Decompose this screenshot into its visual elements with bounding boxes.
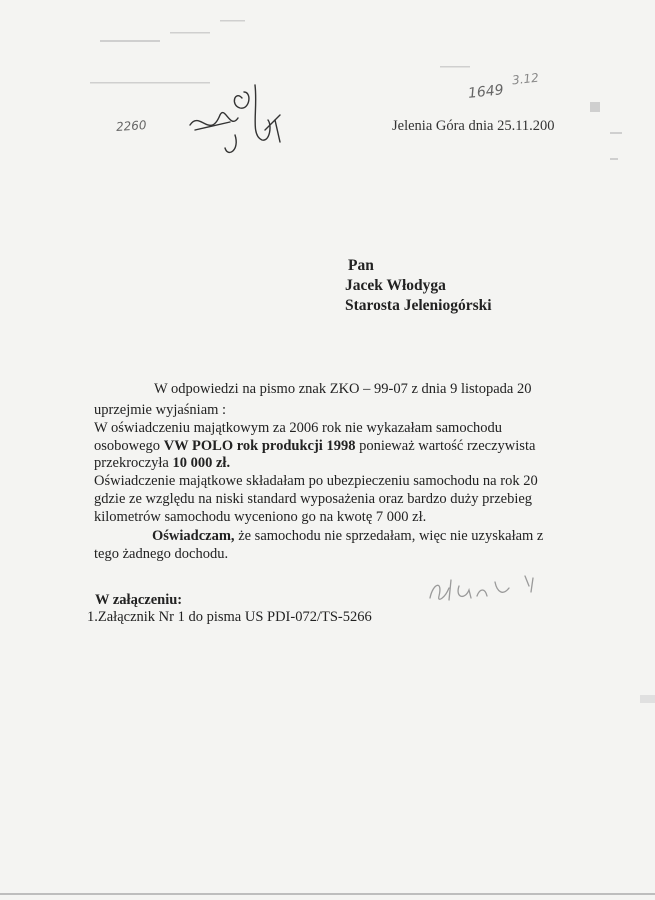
body-line-explanation-intro: uprzejmie wyjaśniam : xyxy=(94,402,227,418)
attachments-heading: W załączeniu: xyxy=(95,592,183,608)
value-amount: 10 000 zł. xyxy=(172,455,231,471)
statement-keyword: Oświadczam, xyxy=(152,528,235,544)
body-line-condition: gdzie ze względu na niski standard wyposażenia oraz bardzo duży przebieg xyxy=(94,491,533,507)
value-prefix: przekroczyła xyxy=(94,455,173,471)
addressee-name: Jacek Włodyga xyxy=(345,277,446,294)
body-line-insurance: Oświadczenie majątkowe składałam po ubezpieczeniu samochodu na rok 20 xyxy=(94,473,538,489)
addressee-title: Starosta Jeleniogórski xyxy=(345,297,492,314)
statement-text: że samochodu nie sprzedałam, więc nie uzyskałam z xyxy=(234,528,544,544)
body-line-declaration: W oświadczeniu majątkowym za 2006 rok nie wykazałam samochodu xyxy=(94,420,503,436)
body-line-value xyxy=(94,455,230,472)
document-date: Jelenia Góra dnia 25.11.200 xyxy=(392,118,555,134)
vehicle-model: VW POLO rok produkcji 1998 xyxy=(163,438,356,454)
handwritten-signature xyxy=(425,568,555,608)
addressee-salutation: Pan xyxy=(348,257,374,274)
stamp-reference-mark: 1649 xyxy=(467,82,505,102)
body-line-valuation: kilometrów samochodu wyceniono go na kwotę 7 000 zł. xyxy=(94,509,427,525)
stamp-date-mark: 3.12 xyxy=(511,70,540,88)
vehicle-prefix: osobowego xyxy=(94,438,164,454)
registration-number: 2260 xyxy=(115,117,147,135)
vehicle-suffix: ponieważ wartość rzeczywista xyxy=(355,438,536,454)
handwritten-initials-mark xyxy=(180,80,290,160)
body-line-income: tego żadnego dochodu. xyxy=(94,546,229,562)
attachment-item: 1.Załącznik Nr 1 do pisma US PDI-072/TS-5266 xyxy=(87,609,372,625)
body-line-vehicle xyxy=(94,438,535,455)
body-line-statement xyxy=(152,528,543,545)
body-line-reference: W odpowiedzi na pismo znak ZKO – 99-07 z dnia 9 listopada 20 xyxy=(154,381,532,397)
